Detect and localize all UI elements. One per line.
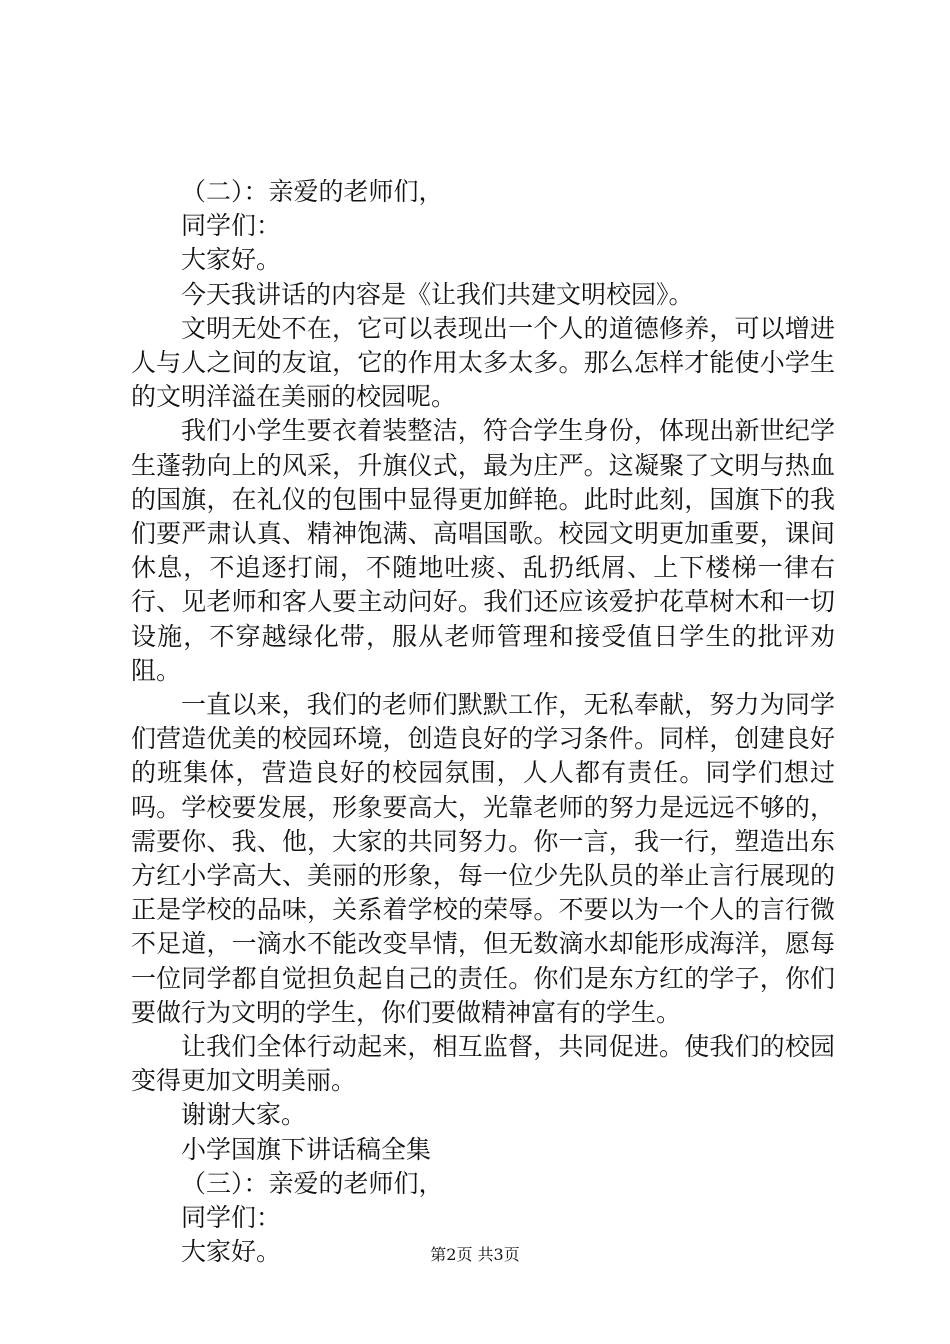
paragraph: 今天我讲话的内容是《让我们共建文明校园》。 — [181, 279, 694, 309]
paragraph: 同学们： — [181, 1203, 282, 1233]
paragraph: 一直以来，我们的老师们默默工作，无私奉献，努力为同学们营造优美的校园环境，创造良好的学习条件。同样，创建良好的班集体，营造良好的校园氛围，人人都有责任。同学们想过吗。学校要发展，形象要高大，光靠老师的努力是远远不够的，需要你、我、他，大家的共同努力。你一言，我一行，塑造出东方红小学高大、美丽的形象，每一位少先队员的举止言行展现的正是学校的品味，关系着学校的荣辱。不要以为一个人的言行微不足道，一滴水不能改变旱情，但无数滴水却能形成海洋，愿每一位同学都自觉担负起自己的责任。你们是东方红的学子，你们要做行为文明的学生，你们要做精神富有的学生。 — [131, 690, 835, 1027]
paragraph: 同学们： — [181, 211, 282, 241]
paragraph: （二）：亲爱的老师们， — [181, 177, 444, 206]
paragraph: 谢谢大家。 — [181, 1100, 307, 1130]
paragraph: 文明无处不在，它可以表现出一个人的道德修养，可以增进人与人之间的友谊，它的作用太多太多。那么怎样才能使小学生的文明洋溢在美丽的校园呢。 — [131, 313, 835, 412]
paragraph: 大家好。 — [181, 1237, 282, 1267]
paragraph: 我们小学生要衣着装整洁，符合学生身份，体现出新世纪学生蓬勃向上的风采，升旗仪式，最为庄严。这凝聚了文明与热血的国旗，在礼仪的包围中显得更加鲜艳。此时此刻，国旗下的我们要严肃认真、精神饱满、高唱国歌。校园文明更加重要，课间休息，不追逐打闹，不随地吐痰、乱扔纸屑、上下楼梯一律右行、见老师和客人要主动问好。我们还应该爱护花草树木和一切设施，不穿越绿化带，服从老师管理和接受值日学生的批评劝阻。 — [131, 416, 835, 685]
paragraph: 小学国旗下讲话稿全集 — [181, 1134, 432, 1164]
paragraph: （三）：亲爱的老师们， — [181, 1168, 444, 1198]
paragraph: 让我们全体行动起来，相互监督，共同促进。使我们的校园变得更加文明美丽。 — [131, 1032, 835, 1096]
paragraph: 大家好。 — [181, 245, 282, 275]
page-footer: 第2页 共3页 — [430, 1245, 520, 1264]
document-body — [131, 175, 835, 1270]
